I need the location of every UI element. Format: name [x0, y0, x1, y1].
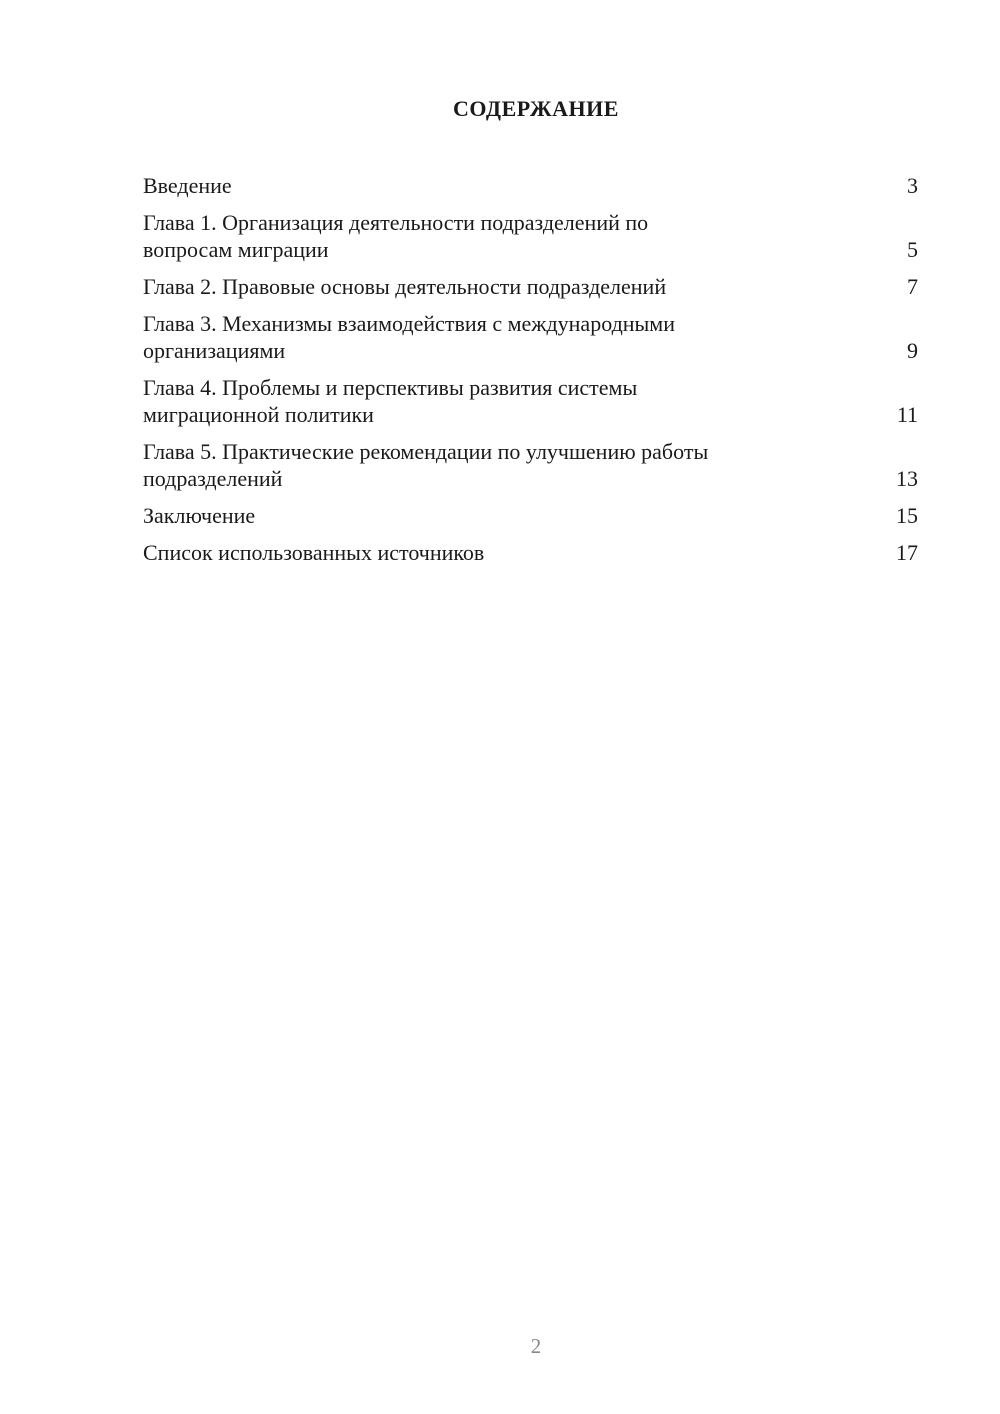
toc-entry-label [143, 310, 803, 364]
toc-entry-text: Глава 3. Механизмы взаимодействия с международными [143, 311, 676, 336]
toc-title: СОДЕРЖАНИЕ [453, 96, 619, 121]
toc-entry-page-number: 11 [896, 402, 918, 427]
toc-entry-page-number: 7 [907, 274, 918, 299]
toc-entry-chapter-3 [143, 310, 918, 364]
toc-entry-text: вопросам миграции [143, 237, 329, 262]
toc-entry-label [143, 374, 803, 428]
toc-entry-page-number: 9 [907, 338, 918, 363]
toc-entry-label [143, 438, 803, 492]
toc-entry-text: организациями [143, 338, 286, 363]
toc-entry-label [143, 539, 803, 566]
toc-entry-label [143, 273, 803, 300]
toc-entry-conclusion [143, 502, 918, 529]
toc-entry-text: Заключение [143, 503, 256, 528]
toc-entry-text: Глава 4. Проблемы и перспективы развития системы [143, 375, 638, 400]
toc-entry-page-number: 13 [896, 466, 918, 491]
toc-entry-text: Список использованных источников [143, 540, 485, 565]
toc-entry-introduction [143, 172, 918, 199]
toc-entry-chapter-5 [143, 438, 918, 492]
toc-entry-text: Глава 1. Организация деятельности подразделений по [143, 210, 649, 235]
toc-entry-text: Глава 2. Правовые основы деятельности подразделений [143, 274, 667, 299]
toc-entry-chapter-1 [143, 209, 918, 263]
toc-entry-chapter-2 [143, 273, 918, 300]
toc-entry-text: Введение [143, 173, 232, 198]
toc-entry-page-number: 15 [896, 503, 918, 528]
table-of-contents [143, 172, 918, 576]
toc-entry-text: миграционной политики [143, 402, 374, 427]
toc-entry-chapter-4 [143, 374, 918, 428]
toc-entry-page-number: 17 [896, 540, 918, 565]
toc-entry-label [143, 209, 803, 263]
toc-entry-label [143, 172, 803, 199]
toc-entry-page-number: 3 [907, 173, 918, 198]
toc-entry-references [143, 539, 918, 566]
toc-entry-text: подразделений [143, 466, 283, 491]
toc-entry-page-number: 5 [907, 237, 918, 262]
toc-entry-text: Глава 5. Практические рекомендации по улучшению работы [143, 439, 709, 464]
page-number: 2 [530, 1334, 542, 1358]
toc-entry-label [143, 502, 803, 529]
